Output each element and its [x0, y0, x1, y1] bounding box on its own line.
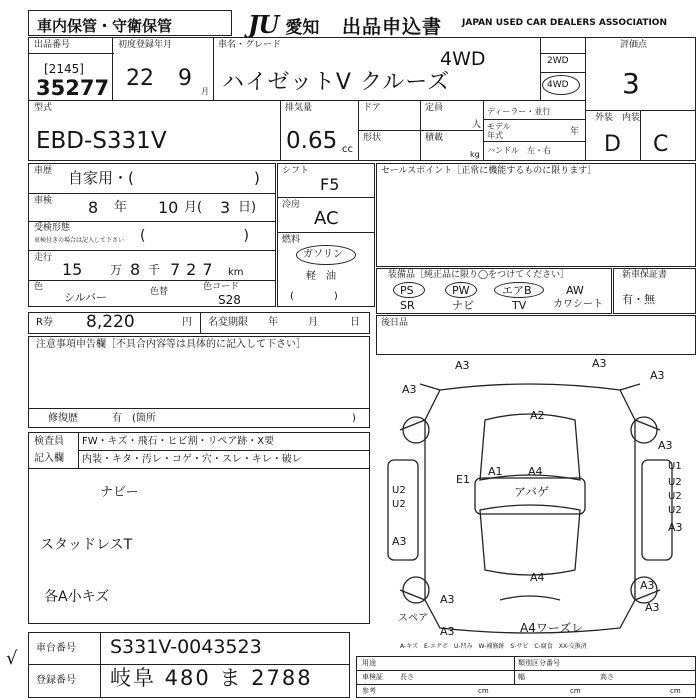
mileage-label: 走行 [34, 253, 53, 263]
year-unit: 年 [570, 127, 580, 137]
name-change-label: 名変期限 [208, 317, 248, 328]
color-code-value: S28 [218, 293, 241, 307]
equip-ps: PS [400, 284, 414, 297]
lot-number: 35277 [36, 76, 110, 100]
diag-mark-2: A3 [592, 357, 607, 370]
displacement-value: 0.65 [286, 128, 338, 154]
chassis-value: S331V-0043523 [110, 636, 262, 658]
capacity-label: 定員 [425, 103, 444, 113]
diag-mark-9: U1 [668, 461, 682, 472]
handle-label: ハンドル 左・右 [487, 146, 551, 155]
equip-pw: PW [452, 284, 470, 297]
equip-tv: TV [512, 299, 527, 312]
type-value: EBD-S331V [36, 128, 167, 154]
diag-mark-14: A3 [668, 521, 683, 534]
recycle-value: 8,220 [86, 312, 135, 332]
dealer-label: ディーラー・並行 [487, 107, 551, 116]
diag-mark-20: A3 [440, 593, 455, 606]
detail-cm-2: cm [570, 687, 581, 695]
inspector-note-1: ナビー [100, 485, 139, 500]
storage-stamp-text: 車内保管・守衛保管 [37, 17, 173, 35]
registration-year: 22 [126, 66, 154, 91]
chassis-label: 車台番号 [36, 643, 76, 654]
detail-label-1: 用途 [362, 659, 376, 667]
fuel-label: 燃料 [282, 235, 301, 245]
equip-leather: カワシート [553, 299, 603, 310]
model-grade-label: 車名・グレード [218, 40, 282, 50]
mileage-man: 15 [62, 260, 83, 279]
shift-value: F5 [320, 175, 340, 194]
check-mark: √ [6, 648, 18, 669]
color-label: 色 [34, 282, 44, 292]
drive-type: 4WD [440, 48, 486, 70]
color-value: シルバー [64, 291, 107, 304]
model-year-label: モデル 年式 [487, 122, 511, 140]
inspection-day-unit: 日) [238, 200, 257, 215]
diag-mark-5: A3 [402, 383, 417, 396]
diag-mark-12: U2 [668, 505, 682, 516]
diag-mark-18: アバゲ [514, 485, 550, 499]
month-unit: 月 [201, 87, 209, 96]
diag-mark-16: A1 [488, 465, 503, 478]
repaint-label: 色替 [150, 287, 169, 297]
delivery-label: 受検形態 [34, 223, 71, 233]
plate-label: 登録番号 [36, 675, 76, 686]
detail-cm-3: cm [670, 687, 681, 695]
after-parts-label: 後日品 [381, 318, 409, 328]
first-registration-label: 初度登録年月 [118, 40, 173, 50]
person-unit: 人 [472, 120, 482, 130]
form-title: 出品申込書 [342, 16, 443, 38]
diag-mark-13: A3 [392, 535, 407, 548]
association-name: JAPAN USED CAR DEALERS ASSOCIATION [462, 18, 667, 28]
inspection-year-unit: 年 [114, 200, 128, 215]
notes-label: 注意事項申告欄［不具合内容等は具体的に記入して下さい］ [36, 339, 306, 350]
diag-mark-8: U2 [392, 499, 406, 510]
displacement-label: 排気量 [285, 103, 313, 113]
delivery-paren: ( ) [140, 228, 249, 244]
aircon-value: AC [314, 208, 339, 229]
exterior-interior-label: 外装 内装 [595, 113, 641, 123]
kg-unit: kg [470, 150, 480, 159]
fuel-other: ( ) [290, 291, 338, 302]
history-value: 自家用・( [68, 169, 134, 187]
plate-value: 岐阜 480 ま 2788 [110, 666, 313, 690]
diag-mark-10: U2 [668, 477, 682, 488]
diag-mark-11: U2 [668, 491, 682, 502]
interior-grade: C [653, 132, 669, 157]
diag-mark-7: U2 [392, 485, 406, 496]
inspection-year: 8 [88, 198, 99, 217]
detail-label-6: 高さ [600, 673, 614, 681]
detail-label-7: 参考 [362, 687, 376, 695]
recycle-block [28, 312, 370, 334]
inspection-day: 3 [220, 198, 231, 217]
inspector-note-2: スタッドレスT [40, 537, 133, 553]
lot-number-label: 出品番号 [34, 40, 71, 50]
lot-code: [2145] [44, 62, 84, 76]
name-change-day: 日 [350, 317, 360, 328]
option-2wd: 2WD [547, 56, 569, 66]
mileage-rest: 727 [170, 260, 219, 279]
inspector-label-1: 検査員 [34, 436, 64, 447]
mileage-man-unit: 万 [110, 263, 123, 277]
detail-label-3: 車検証 [362, 673, 383, 681]
sales-point-label: セールスポイント［正常に機能するものに限ります］ [381, 166, 597, 176]
shift-label: シフト [282, 166, 310, 176]
aircon-label: 冷房 [282, 200, 301, 210]
recycle-label: R券 [36, 317, 53, 328]
detail-label-4: 長さ [400, 673, 414, 681]
repair-history-value: 有 (箇所 [112, 413, 156, 424]
sales-point-block [376, 163, 696, 267]
type-label: 型式 [34, 103, 53, 113]
inspector-row-2: 内装・キタ・汚レ・コゲ・穴・スレ・キレ・破レ [82, 454, 302, 465]
inspector-note-3: 各A小キズ [44, 589, 110, 605]
inspection-month: 10 [158, 198, 179, 217]
inspection-month-unit: 月( [184, 200, 203, 215]
km-unit: km [228, 267, 244, 278]
ju-logo-region: 愛知 [285, 18, 320, 38]
diag-mark-17: A4 [528, 465, 543, 478]
doors-label: ドア [363, 103, 381, 113]
detail-label-2: 類別区分番号 [518, 659, 560, 667]
option-4wd: 4WD [547, 80, 569, 90]
diag-mark-4: A2 [530, 409, 545, 422]
fuel-gasoline: ガソリン [303, 249, 343, 260]
inspection-label: 車検 [34, 196, 53, 206]
storage-stamp [28, 10, 232, 36]
history-label: 車歴 [34, 166, 53, 176]
diag-mark-1: A3 [455, 359, 470, 372]
registration-month: 9 [178, 66, 192, 91]
inspector-label-2: 記入欄 [34, 453, 64, 464]
mileage-sen: 8 [130, 260, 141, 279]
ju-logo [248, 10, 319, 39]
inspector-row-1: FW・キズ・飛石・ヒビ割・リペア跡・X要 [82, 436, 275, 447]
diag-mark-25: A3 [645, 601, 660, 614]
after-parts-block [376, 315, 696, 355]
diag-mark-19: A4 [530, 571, 545, 584]
diagram-legend: A-キズ E-エクボ U-凹み W-補修跡 S-サビ C-腐食 XX-交換済 [400, 643, 587, 650]
name-change-month: 月 [308, 317, 318, 328]
diag-mark-15: E1 [456, 473, 470, 486]
diag-mark-24: A4ワーズレ [520, 621, 584, 635]
shape-label: 形状 [363, 133, 382, 143]
diag-mark-22: A3 [440, 625, 455, 638]
car-name: ハイゼットV クルーズ [222, 70, 451, 95]
equip-sr: SR [400, 299, 415, 312]
load-label: 積載 [425, 133, 444, 143]
name-change-year: 年 [268, 317, 278, 328]
diag-mark-23: A3 [640, 579, 655, 592]
equipment-label: 装備品［純正品に限り◯をつけてください］ [388, 270, 570, 280]
diag-mark-6: A3 [658, 439, 673, 452]
grade-label: 評価点 [620, 40, 648, 50]
diag-mark-3: A3 [650, 369, 665, 382]
new-warranty-value: 有・無 [622, 293, 655, 306]
recycle-unit: 円 [182, 317, 192, 328]
grade-score: 3 [622, 67, 640, 100]
detail-cm-1: cm [478, 687, 489, 695]
diag-mark-21: スペア [398, 613, 428, 624]
repair-history-close: ) [352, 413, 356, 424]
repair-history-label: 修復歴 [48, 413, 78, 424]
history-close: ) [254, 169, 260, 187]
ju-logo-mark: JU [248, 10, 279, 39]
equip-aw: AW [566, 284, 584, 297]
delivery-note: 車検付きの場合は記入して下さい [34, 237, 125, 244]
fuel-diesel: 軽 油 [306, 271, 336, 282]
exterior-grade: D [604, 132, 621, 157]
mileage-sen-unit: 千 [148, 263, 161, 277]
detail-label-5: 幅 [518, 673, 525, 681]
equip-navi: ナビ [452, 299, 474, 312]
color-code-label: 色コード [203, 282, 240, 292]
new-warranty-label: 新車保証書 [622, 270, 668, 280]
cc-unit: cc [342, 144, 353, 155]
equip-airbag: エアB [502, 284, 532, 297]
